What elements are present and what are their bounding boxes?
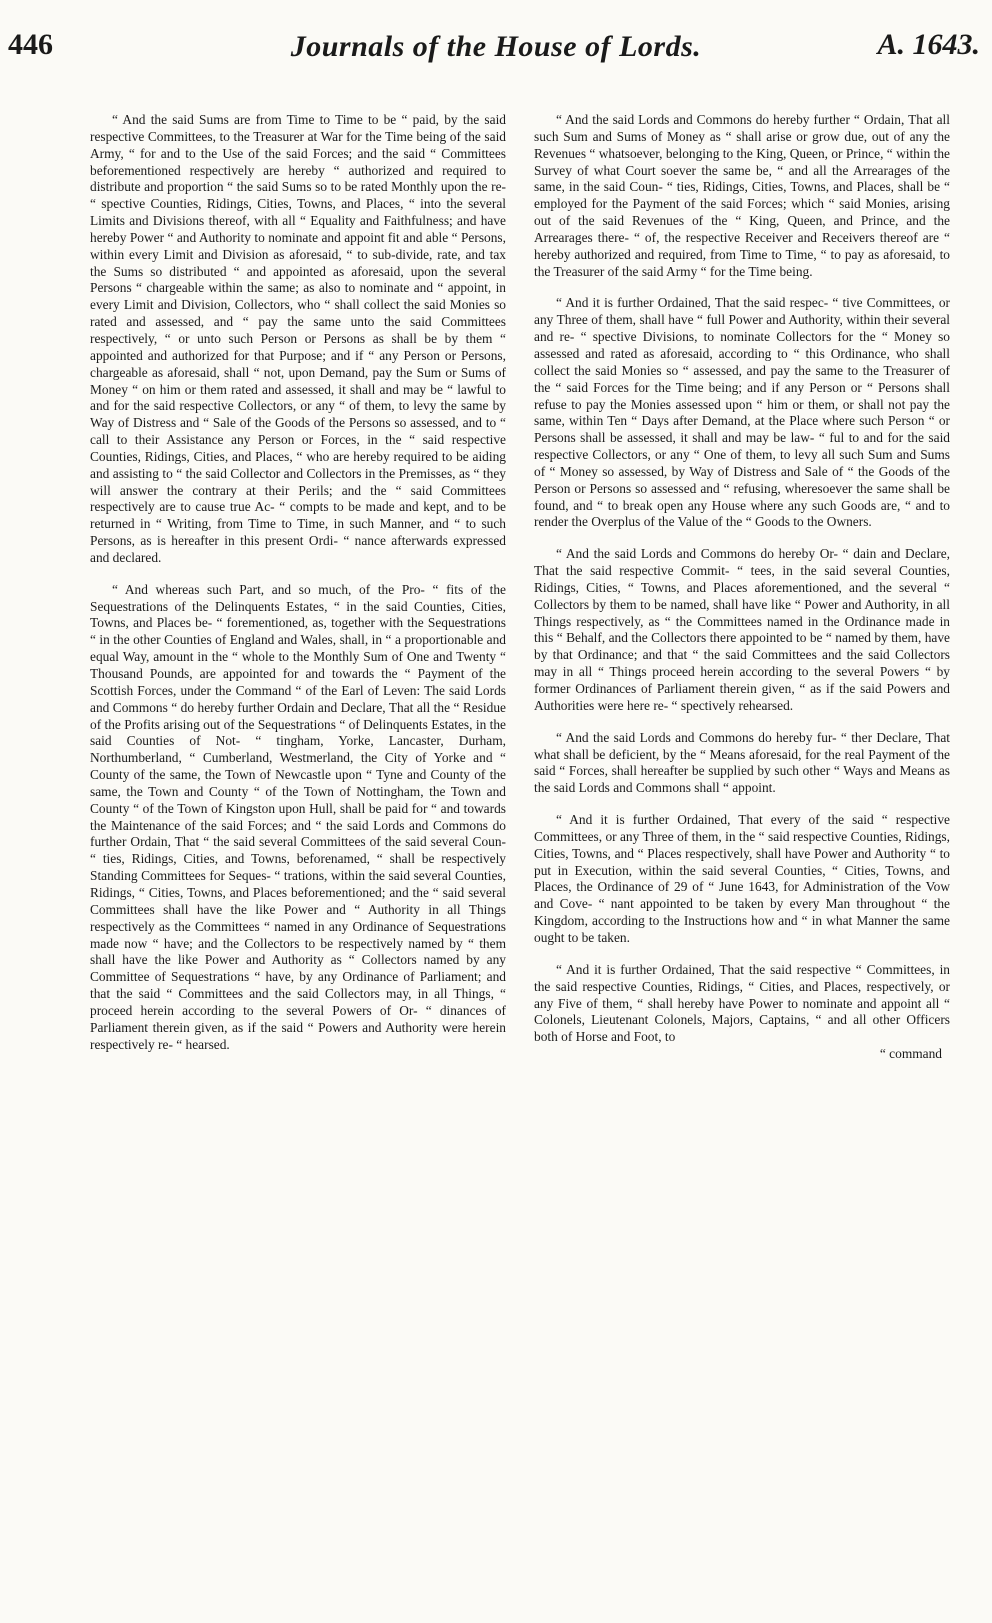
- right-column: [534, 112, 950, 1612]
- page-header: [0, 28, 992, 68]
- paragraph: “ And the said Lords and Commons do hereby further “ Ordain, That all such Sum and Sums of Money as “ shall arise or grow due, out of any the Revenues “ whatsoever, belonging to the King, Queen, or Prince, “ within the Survey of what Court soever the same be, “ and all the Arrearages of the same, in the said Coun- “ ties, Ridings, Cities, Towns, and Places, shall be “ employed for the Payment of the said Forces; which “ said Monies, arising out of the said Revenues of the “ King, Queen, and Prince, and the Arrearages there- “ of, the respective Receiver and Receivers thereof are “ hereby authorized and required, from Time to Time, “ to pay as aforesaid, to the Treasurer of the said Army “ for the Time being.: [534, 112, 950, 279]
- paragraph: “ And it is further Ordained, That the said respective “ Committees, in the said respective Counties, Ridings, “ Cities, and Places, respectively, or any Five of them, “ shall hereby have Power to nominate and appoint all “ Colonels, Lieutenant Colonels, Majors, Captains, “ and all other Officers both of Horse and Foot, to: [534, 961, 950, 1045]
- paragraph: “ And the said Sums are from Time to Time to be “ paid, by the said respective Committees, to the Treasurer at War for the Time being of the said Army, “ for and to the Use of the said Forces; and the said “ Committees beforementioned respectively are hereby “ authorized and required to distribute and proportion “ the said Sums so to be rated Monthly upon the re- “ spective Counties, Ridings, Cities, Towns, and Places, “ into the several Limits and Divisions thereof, with all “ Equality and Faithfulness; and have hereby Power “ and Authority to nominate and appoint fit and able “ Persons, within every Limit and Division as aforesaid, “ to sub-divide, rate, and tax the Sums so distributed “ and appointed as aforesaid, upon the several Persons “ chargeable within the same; as also to nominate and “ appoint, in every Limit and Division, Collectors, who “ shall collect the said Monies so rated and assessed, and “ pay the same unto the said Committees respectively, “ or unto such Person or Persons as shall be by them “ appointed and authorized for that Purpose; and if “ any Person or Persons, chargeable as aforesaid, shall “ not, upon Demand, pay the Sum or Sums of Money “ on him or them rated and assessed, it shall and may be “ lawful to and for the said respective Collectors, or any “ of them, to levy the same by Way of Distress and “ Sale of the Goods of the Persons so assessed, and to “ call to their Assistance any Person or Forces, in the “ said respective Counties, Ridings, Cities, and Places, “ who are hereby required to be aiding and assisting to “ the said Collector and Collectors in the Premisses, as “ they will answer the contrary at their Perils; and the “ said Committees respectively are to cause true Ac- “ compts to be made and kept, and to be returned in “ Writing, from Time to Time, in such Manner, and “ to such Persons, as is hereafter in this present Ordi- “ nance afterwards expressed and declared.: [90, 112, 506, 565]
- paragraph: “ And it is further Ordained, That every of the said “ respective Committees, or any Three of them, in the “ said respective Counties, Ridings, Cities, Towns, and “ Places respectively, shall have Power and Authority “ to put in Execution, within the said several Counties, “ Cities, Towns, and Places, the Ordinance of 29 of “ June 1643, for Administration of the Vow and Cove- “ nant appointed to be taken by every Man throughout “ the Kingdom, according to the Instructions how and “ in what Manner the same ought to be taken.: [534, 812, 950, 945]
- paragraph: “ And the said Lords and Commons do hereby fur- “ ther Declare, That what shall be deficient, by the “ Means aforesaid, for the real Payment of the said “ Forces, shall hereafter be supplied by such other “ Ways and Means as the said Lords and Commons shall “ appoint.: [534, 729, 950, 796]
- text-columns: [70, 112, 960, 1612]
- page-number: 446: [8, 28, 53, 61]
- paragraph: “ And it is further Ordained, That the said respec- “ tive Committees, or any Three of them, shall have “ full Power and Authority, within their several and re- “ spective Divisions, to nominate Collectors for the “ Money so assessed and rated as aforesaid, according to “ this Ordinance, who shall collect the said Monies so “ assessed, and pay the same to the Treasurer of the “ said Forces for the Time being; and if any Person or “ Persons shall refuse to pay the Monies assessed upon “ him or them, or shall not pay the same, within Ten “ Days after Demand, at the Place where such Person “ or Persons shall be assessed, it shall and may be law- “ ful to and for the said respective Collectors, or any “ One of them, to levy all such Sum and Sums of “ Money so assessed, by Way of Distress and Sale of “ the Goods of the Person or Persons so assessed and “ refusing, wheresoever the same shall be found, and “ to break open any House where any such Goods are, “ and to render the Overplus of the Value of the “ Goods to the Owners.: [534, 295, 950, 530]
- catchword: “ command: [879, 1046, 942, 1062]
- running-title: Journals of the House of Lords.: [290, 30, 702, 63]
- paragraph: “ And whereas such Part, and so much, of the Pro- “ fits of the Sequestrations of the Delinquents Estates, “ in the said Counties, Cities, Towns, and Places be- “ forementioned, as, together with the Sequestrations “ in the other Counties of England and Wales, shall, in “ a proportionable and equal Way, amount in the “ whole to the Monthly Sum of One and Twenty “ Thousand Pounds, are appointed for and towards the “ Payment of the Scottish Forces, under the Command “ of the Earl of Leven: The said Lords and Commons “ do hereby further Ordain and Declare, That all the “ Residue of the Profits arising out of the Sequestrations “ of Delinquents Estates, in the said Counties of Not- “ tingham, Yorke, Lancaster, Durham, Northumberland, “ Cumberland, Westmerland, the City of Yorke and “ County of the same, the Town of Newcastle upon “ Tyne and County of the same, the Town and County “ of the Town of Nottingham, the Town and County “ of the Town of Kingston upon Hull, shall be paid for “ and towards the Maintenance of the said Forces; and “ the said Lords and Commons do further Ordain, That “ the said several Committees of the said several Coun- “ ties, Ridings, Cities, and Towns, beforenamed, “ shall be respectively Standing Committees for Seques- “ trations, within the said several Counties, Ridings, “ Cities, Towns, and Places beforementioned; and the “ said several Committees shall have the like Power and “ Authority in all Things respectively as the Committees “ named in any Ordinance of Sequestrations made now “ have; and the Collectors to be respectively named by “ them shall have the like Power and Authority as “ Collectors named by any Committee of Sequestrations “ have, by any Ordinance of Parliament; and that the said “ Committees and the said Collectors may, in all Things, “ proceed herein according to the several Powers of Or- “ dinances of Parliament therein given, as if the said “ Powers and Authority were herein respectively re- “ hearsed.: [90, 581, 506, 1052]
- paragraph: “ And the said Lords and Commons do hereby Or- “ dain and Declare, That the said respective Commit- “ tees, in the said several Counties, Ridings, Cities, “ Towns, and Places aforementioned, and the several “ Collectors by them to be named, shall have like “ Power and Authority, in all Things respectively, as “ the Committees named in the Ordinance made in this “ Behalf, and the Collectors there appointed to be “ named by them, have by that Ordinance; and that “ the said Committees and the said Collectors may in all “ Things proceed herein according to the several Powers “ by former Ordinances of Parliament therein given, “ as if the said Powers and Authorities were here re- “ spectively rehearsed.: [534, 546, 950, 713]
- left-column: [90, 112, 506, 1612]
- year-marker: A. 1643.: [877, 28, 980, 61]
